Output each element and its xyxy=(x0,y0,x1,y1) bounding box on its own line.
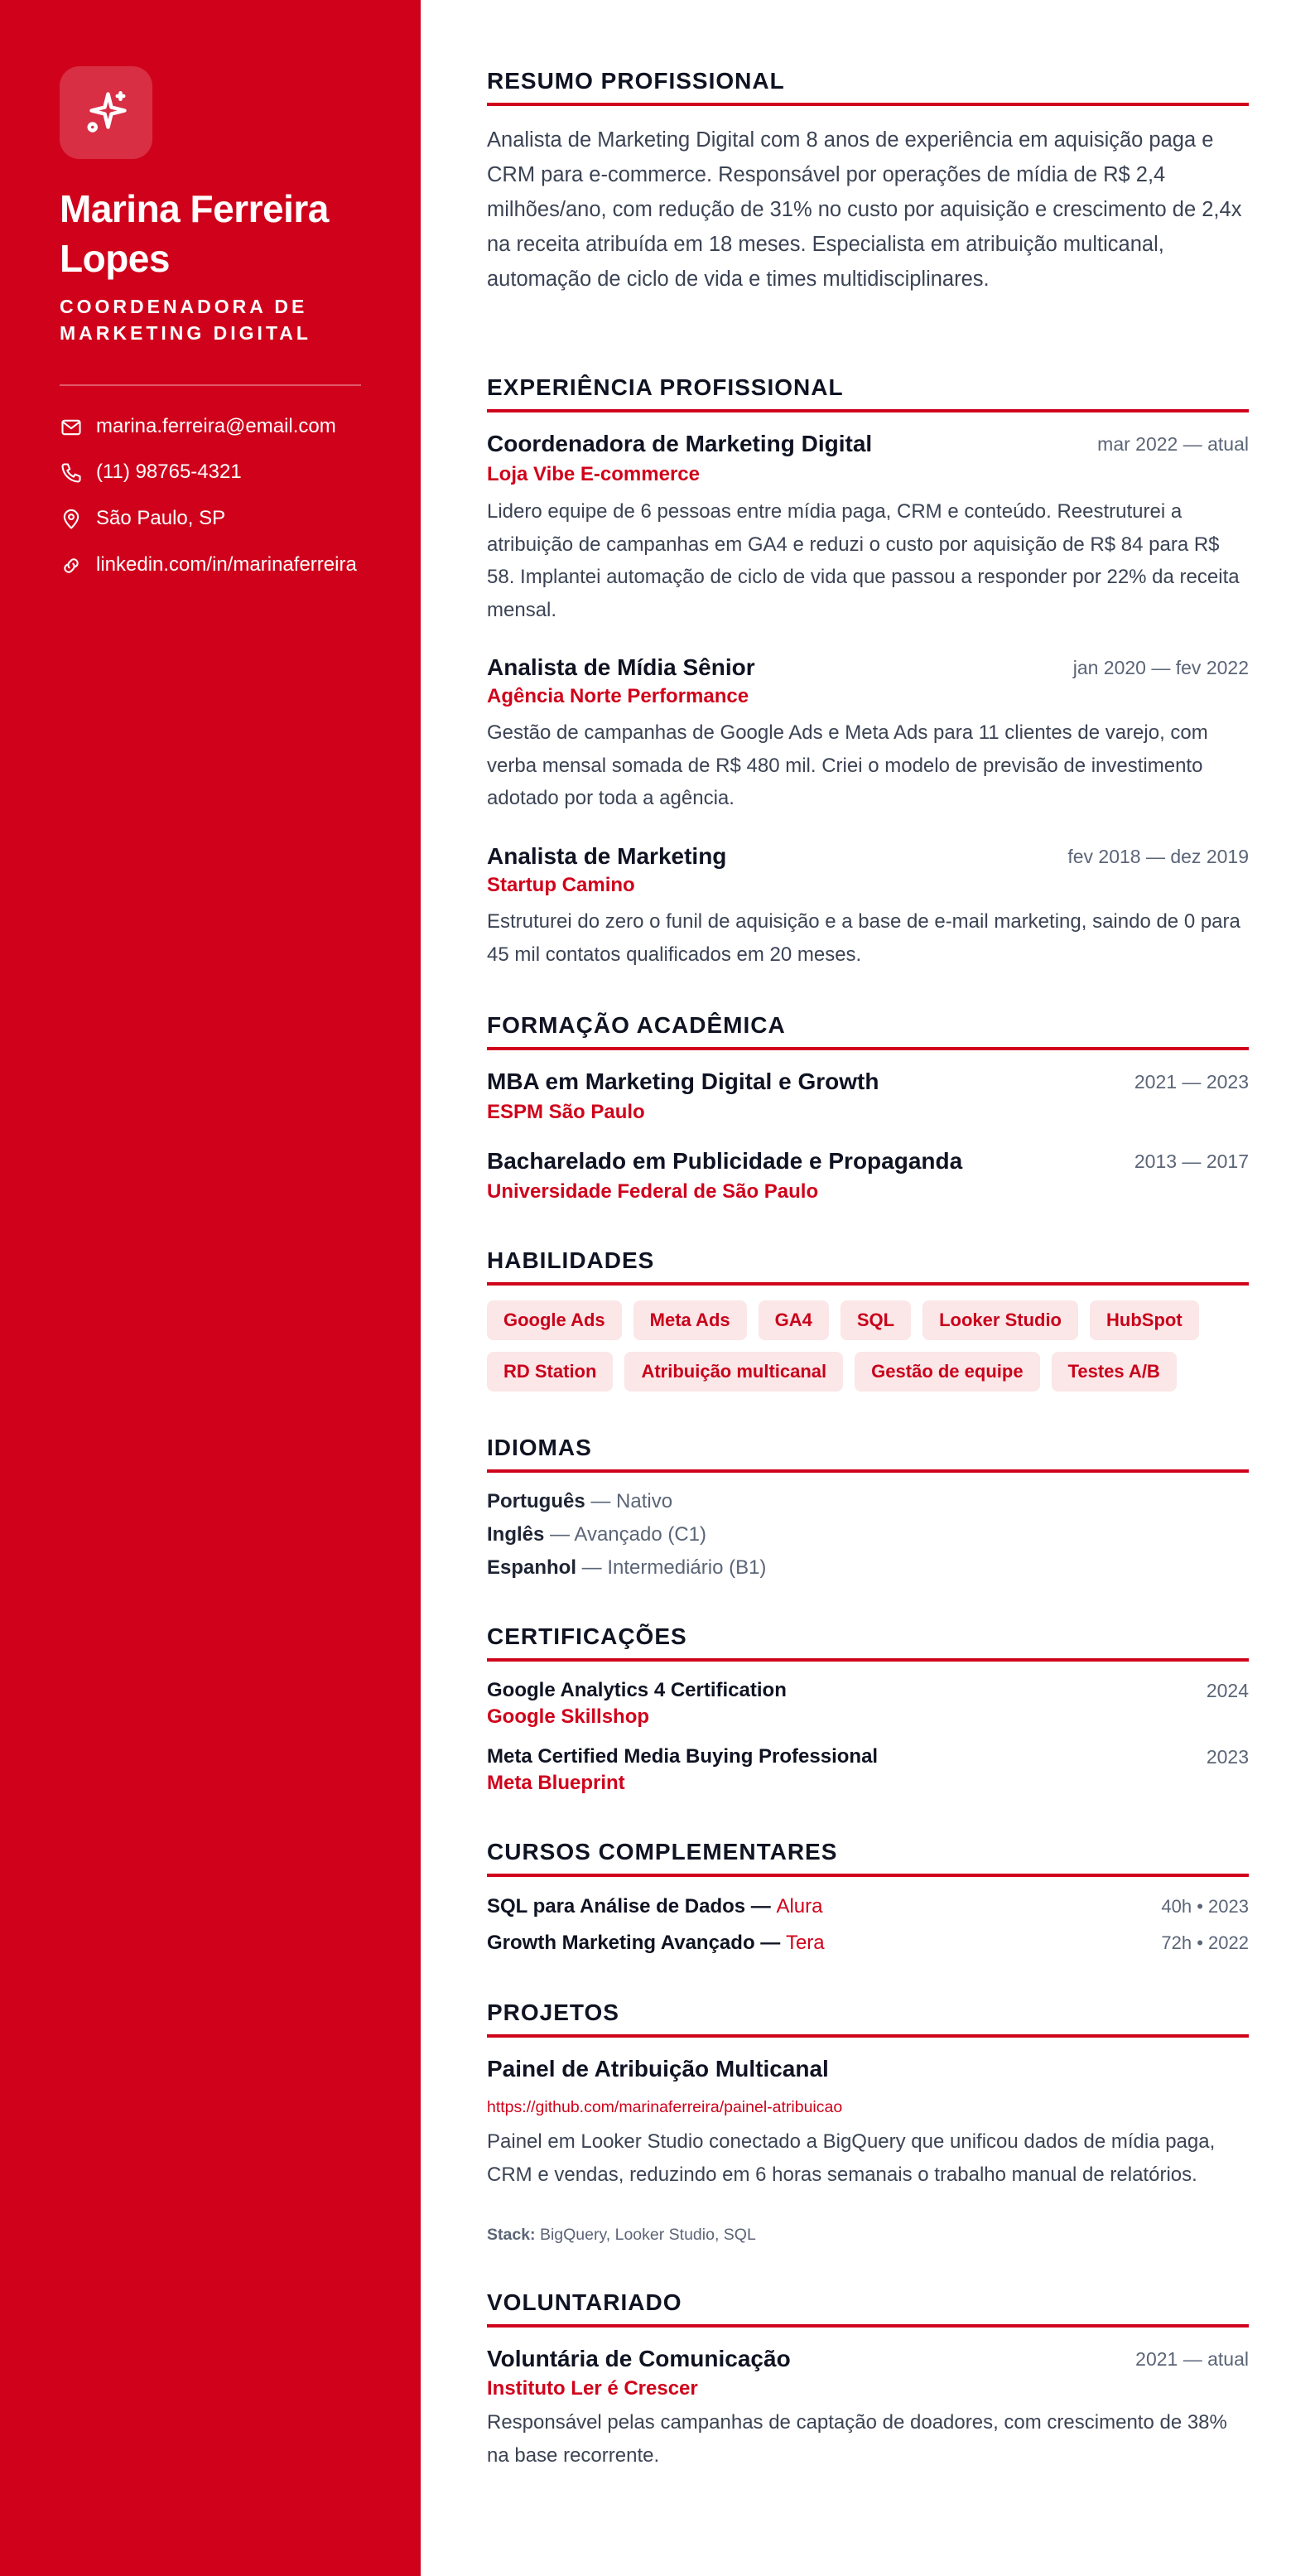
skill-chip: HubSpot xyxy=(1090,1300,1199,1340)
skills-list xyxy=(487,1300,1249,1392)
job-description: Lidero equipe de 6 pessoas entre mídia paga, CRM e conteúdo. Reestruturei a atribuição de campanhas em GA4 e reduzi o custo por aquisição de R$ 84 para R$ 58. Implantei automação de ciclo de vida que passou a responder por 22% da receita mensal. xyxy=(487,500,1240,621)
course-item xyxy=(487,1894,822,1919)
skill-chip: Looker Studio xyxy=(922,1300,1078,1340)
education-dates: 2013 — 2017 xyxy=(1134,1151,1249,1172)
certification-year: 2024 xyxy=(1206,1680,1249,1701)
sparkle-icon xyxy=(81,88,131,137)
location-pin-icon xyxy=(60,508,83,531)
project-link[interactable]: https://github.com/marinaferreira/painel-atribuicao xyxy=(487,2098,843,2116)
volunteer-org: Instituto Ler é Crescer xyxy=(487,2377,698,2400)
language-level: — Nativo xyxy=(585,1490,673,1512)
candidate-name: Marina Ferreira Lopes xyxy=(60,187,329,280)
section-heading-experience: EXPERIÊNCIA PROFISSIONAL xyxy=(487,374,1249,412)
course-name: SQL para Análise de Dados xyxy=(487,1895,746,1918)
job-title: Coordenadora de Marketing Digital xyxy=(487,431,873,456)
job-company: Loja Vibe E-commerce xyxy=(487,463,700,485)
summary-text: Analista de Marketing Digital com 8 anos de experiência em aquisição paga e CRM para e-commerce. Responsável por operações de mídia de R$ 2,4 milhões/ano, com redução de 31% no custo por aquisição e crescimento de 2,4x na receita atribuída em 18 meses. Especialista em atribuição multicanal, automação de ciclo de vida e times multidisciplinares. xyxy=(487,128,1242,291)
certification-title: Meta Certified Media Buying Professional xyxy=(487,1745,879,1768)
contact-linkedin[interactable] xyxy=(60,552,366,577)
project-title: Painel de Atribuição Multicanal xyxy=(487,2056,829,2082)
job-title: Analista de Marketing xyxy=(487,843,727,869)
section-heading-courses: CURSOS COMPLEMENTARES xyxy=(487,1839,1249,1877)
job-description: Gestão de campanhas de Google Ads e Meta Ads para 11 clientes de varejo, com verba mensal somada de R$ 480 mil. Criei o modelo de previsão de investimento adotado por toda a agência. xyxy=(487,721,1208,809)
education-school: ESPM São Paulo xyxy=(487,1101,645,1123)
course-separator: — xyxy=(745,1895,777,1918)
job-company: Agência Norte Performance xyxy=(487,685,749,707)
education-degree: MBA em Marketing Digital e Growth xyxy=(487,1069,879,1094)
language-level: — Avançado (C1) xyxy=(544,1523,707,1546)
sidebar xyxy=(0,0,421,2576)
skill-chip: Gestão de equipe xyxy=(855,1352,1039,1392)
job-title: Analista de Mídia Sênior xyxy=(487,654,755,680)
email-text: marina.ferreira@email.com xyxy=(96,415,336,437)
stack-label: Stack: xyxy=(487,2226,536,2244)
contact-email[interactable] xyxy=(60,414,366,439)
skill-chip: GA4 xyxy=(759,1300,829,1340)
skill-chip: Atribuição multicanal xyxy=(624,1352,843,1392)
course-provider: Alura xyxy=(776,1895,823,1918)
education-degree: Bacharelado em Publicidade e Propaganda xyxy=(487,1148,963,1174)
course-meta: 72h • 2022 xyxy=(1161,1932,1249,1953)
job-description: Estruturei do zero o funil de aquisição e a base de e-mail marketing, saindo de 0 para 45 mil contatos qualificados em 20 meses. xyxy=(487,910,1240,966)
language-name: Português xyxy=(487,1490,585,1512)
language-name: Espanhol xyxy=(487,1556,577,1579)
language-name: Inglês xyxy=(487,1523,545,1546)
candidate-title: COORDENADORA DE MARKETING DIGITAL xyxy=(60,296,311,344)
phone-icon xyxy=(60,461,83,485)
certification-title: Google Analytics 4 Certification xyxy=(487,1679,787,1701)
linkedin-text: linkedin.com/in/marinaferreira xyxy=(96,553,357,576)
section-heading-projects: PROJETOS xyxy=(487,2000,1249,2038)
certification-year: 2023 xyxy=(1206,1746,1249,1768)
language-item xyxy=(487,1489,672,1514)
education-dates: 2021 — 2023 xyxy=(1134,1071,1249,1093)
project-description: Painel em Looker Studio conectado a BigQuery que unificou dados de mídia paga, CRM e vendas, reduzindo em 6 horas semanais o trabalho manual de relatórios. xyxy=(487,2130,1216,2186)
location-text: São Paulo, SP xyxy=(96,507,226,529)
project-stack xyxy=(487,2223,756,2246)
volunteer-dates: 2021 — atual xyxy=(1135,2348,1249,2370)
contact-phone[interactable] xyxy=(60,460,366,485)
course-separator: — xyxy=(754,1932,786,1954)
course-provider: Tera xyxy=(785,1932,825,1954)
course-item xyxy=(487,1931,825,1956)
skill-chip: SQL xyxy=(841,1300,911,1340)
sidebar-divider xyxy=(60,384,361,386)
certification-issuer: Meta Blueprint xyxy=(487,1772,625,1794)
logo-badge xyxy=(60,66,152,159)
mail-icon xyxy=(60,416,83,439)
section-heading-volunteer: VOLUNTARIADO xyxy=(487,2289,1249,2328)
job-dates: mar 2022 — atual xyxy=(1097,433,1249,455)
course-name: Growth Marketing Avançado xyxy=(487,1932,755,1954)
language-level: — Intermediário (B1) xyxy=(576,1556,767,1579)
volunteer-description: Responsável pelas campanhas de captação de doadores, com crescimento de 38% na base recorrente. xyxy=(487,2411,1227,2467)
job-dates: fev 2018 — dez 2019 xyxy=(1067,846,1249,867)
phone-text: (11) 98765-4321 xyxy=(96,461,242,483)
job-dates: jan 2020 — fev 2022 xyxy=(1072,657,1249,678)
language-item xyxy=(487,1522,706,1547)
contact-location xyxy=(60,506,366,531)
skill-chip: Google Ads xyxy=(487,1300,622,1340)
job-company: Startup Camino xyxy=(487,874,635,896)
course-meta: 40h • 2023 xyxy=(1161,1896,1249,1917)
section-heading-education: FORMAÇÃO ACADÊMICA xyxy=(487,1012,1249,1050)
section-heading-certifications: CERTIFICAÇÕES xyxy=(487,1623,1249,1662)
certification-issuer: Google Skillshop xyxy=(487,1705,650,1728)
link-icon xyxy=(60,554,83,577)
volunteer-title: Voluntária de Comunicação xyxy=(487,2346,791,2371)
skill-chip: Testes A/B xyxy=(1052,1352,1177,1392)
language-item xyxy=(487,1556,766,1580)
education-school: Universidade Federal de São Paulo xyxy=(487,1180,819,1203)
skill-chip: RD Station xyxy=(487,1352,613,1392)
section-heading-languages: IDIOMAS xyxy=(487,1435,1249,1473)
stack-value: BigQuery, Looker Studio, SQL xyxy=(535,2226,756,2244)
section-heading-skills: HABILIDADES xyxy=(487,1247,1249,1286)
section-heading-summary: RESUMO PROFISSIONAL xyxy=(487,68,1249,106)
skill-chip: Meta Ads xyxy=(633,1300,747,1340)
